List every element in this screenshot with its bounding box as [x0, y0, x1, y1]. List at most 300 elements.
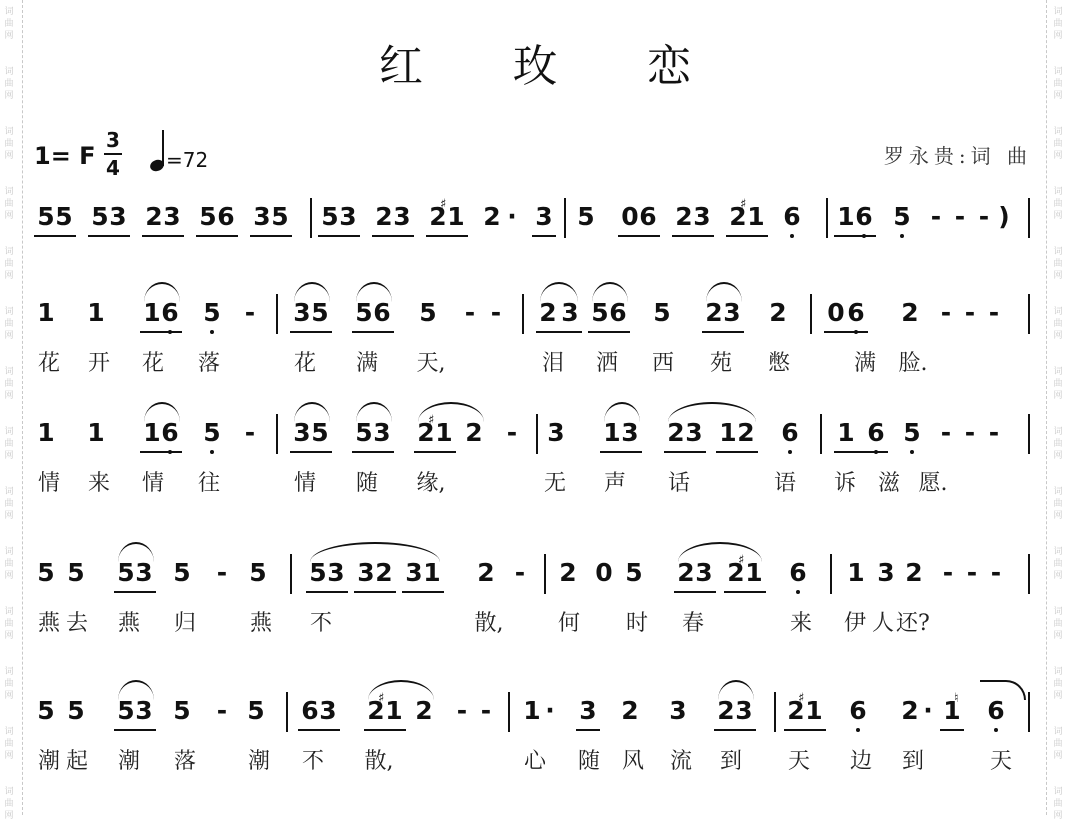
note-sharp: ♯ 2 — [724, 558, 748, 588]
slur — [718, 680, 754, 700]
dash: - — [506, 418, 518, 447]
note-low: 6 — [852, 202, 876, 232]
lyric: 脸. — [898, 351, 928, 376]
lyric: 随 — [355, 471, 378, 496]
beam — [834, 451, 888, 453]
beam — [672, 235, 714, 237]
watermark-text: 词曲网 — [4, 247, 14, 281]
beam — [824, 331, 868, 333]
note: 2 — [145, 202, 163, 231]
note: 3 — [293, 298, 311, 327]
beam — [34, 235, 76, 237]
time-signature-top: 3 — [106, 128, 120, 152]
note: 6 — [301, 696, 319, 725]
note: 6 — [217, 202, 235, 231]
note: 5 — [653, 298, 671, 327]
note: 3 — [579, 696, 597, 725]
lyrics-line — [34, 744, 1034, 774]
beam — [426, 235, 468, 237]
beam — [940, 729, 964, 731]
barline — [286, 692, 288, 732]
watermark-text: 词曲网 — [4, 427, 14, 461]
note-sharp: ♯ 2 — [726, 202, 750, 232]
slur — [540, 282, 578, 302]
watermark-text: 词曲网 — [1053, 307, 1063, 341]
note: 5 — [67, 696, 85, 725]
note: 5 — [419, 298, 437, 327]
lyric: 西 — [651, 351, 674, 376]
note: 3 — [547, 418, 565, 447]
barline — [310, 198, 312, 238]
watermark-text: 词曲网 — [1053, 727, 1063, 761]
watermark-text: 词曲网 — [4, 7, 14, 41]
beam — [414, 451, 456, 453]
note: 1 — [837, 202, 855, 231]
tie — [980, 680, 1026, 700]
lyric: 到 — [901, 749, 924, 774]
time-signature-bottom: 4 — [106, 156, 120, 180]
slur — [678, 542, 762, 562]
note: 0 — [827, 298, 845, 327]
watermark-text: 词曲网 — [4, 607, 14, 641]
key-signature: 1= F — [34, 142, 96, 170]
melody-line — [34, 414, 1034, 454]
watermark-text: 词曲网 — [4, 727, 14, 761]
note: 5 — [309, 558, 327, 587]
dash: - — [244, 418, 256, 447]
lyric: 语 — [773, 471, 796, 496]
barline — [276, 294, 278, 334]
note-low: 6 — [984, 696, 1008, 726]
lyric: 起 — [65, 749, 88, 774]
beam — [352, 451, 394, 453]
note-low: 6 — [846, 696, 870, 726]
watermark-text: 词曲网 — [1053, 247, 1063, 281]
note: 5 — [117, 696, 135, 725]
note: 3 — [693, 202, 711, 231]
beam — [702, 331, 744, 333]
lyric: 春 — [681, 611, 704, 636]
close-paren: ) — [998, 202, 1010, 231]
dash: - — [456, 696, 468, 725]
note: 1 — [523, 696, 541, 725]
beam — [532, 235, 556, 237]
dash: - — [216, 696, 228, 725]
note: 5 — [591, 298, 609, 327]
barline — [544, 554, 546, 594]
lyric: 时 — [625, 611, 648, 636]
note: 1 — [745, 558, 763, 587]
note: 6 — [639, 202, 657, 231]
slur — [144, 402, 180, 422]
watermark-text: 词曲网 — [4, 187, 14, 221]
barline — [536, 414, 538, 454]
note: 2 — [901, 696, 919, 725]
lyric: 愿. — [918, 471, 948, 496]
beam — [318, 235, 360, 237]
barline — [508, 692, 510, 732]
dot: · — [545, 696, 555, 725]
barline — [290, 554, 292, 594]
lyric: 还? — [896, 611, 930, 636]
barline — [522, 294, 524, 334]
lyric: 天 — [787, 749, 810, 774]
note: 1 — [37, 298, 55, 327]
note: 5 — [311, 298, 329, 327]
lyric: 憋 — [767, 351, 790, 376]
dash: - — [514, 558, 526, 587]
note: 1 — [385, 696, 403, 725]
note: 5 — [321, 202, 339, 231]
note: 2 — [905, 558, 923, 587]
dash: - — [480, 696, 492, 725]
slur — [706, 282, 742, 302]
note: 3 — [293, 418, 311, 447]
note: 5 — [577, 202, 595, 231]
watermark-text: 词曲网 — [4, 67, 14, 101]
note: 3 — [669, 696, 687, 725]
dash: - — [244, 298, 256, 327]
note: 1 — [143, 418, 161, 447]
dash: - — [940, 418, 952, 447]
lyric: 不 — [309, 611, 332, 636]
watermark-text: 词曲网 — [1053, 187, 1063, 221]
melody-line — [34, 294, 1034, 334]
melody-line — [34, 198, 1034, 238]
slur — [668, 402, 756, 422]
note: 3 — [339, 202, 357, 231]
beam — [600, 451, 642, 453]
barline — [564, 198, 566, 238]
note: 3 — [723, 298, 741, 327]
note: 1 — [435, 418, 453, 447]
note: 0 — [595, 558, 613, 587]
beam — [142, 235, 184, 237]
dash: - — [216, 558, 228, 587]
watermark-text: 词曲网 — [1053, 607, 1063, 641]
note-low: 6 — [158, 298, 182, 328]
note: 5 — [355, 418, 373, 447]
beam — [536, 331, 582, 333]
lyric: 燕 — [37, 611, 60, 636]
note: 3 — [327, 558, 345, 587]
lyric: 散, — [474, 611, 504, 636]
barline — [1028, 554, 1030, 594]
note-low: 6 — [158, 418, 182, 448]
note-low: 6 — [778, 418, 802, 448]
note-low: 5 — [890, 202, 914, 232]
beam — [88, 235, 130, 237]
beam — [714, 729, 756, 731]
note: 2 — [559, 558, 577, 587]
watermark-text: 词曲网 — [1053, 127, 1063, 161]
note: 2 — [717, 696, 735, 725]
lyrics-line — [34, 606, 1034, 636]
watermark-text: 词曲网 — [4, 307, 14, 341]
slur — [356, 282, 392, 302]
slur — [310, 542, 440, 562]
note: 2 — [675, 202, 693, 231]
lyric: 泪 — [541, 351, 564, 376]
lyric: 去 — [65, 611, 88, 636]
watermark-text: 词曲网 — [4, 787, 14, 821]
watermark-text: 词曲网 — [1053, 7, 1063, 41]
note: 5 — [37, 202, 55, 231]
dash: - — [988, 418, 1000, 447]
note: 5 — [625, 558, 643, 587]
note-sharp: ♯ 2 — [414, 418, 438, 448]
note: 2 — [667, 418, 685, 447]
lyric: 天 — [989, 749, 1012, 774]
lyric: 落 — [173, 749, 196, 774]
note-low: 5 — [900, 418, 924, 448]
note-low: 5 — [200, 418, 224, 448]
note: 3 — [135, 696, 153, 725]
beam — [674, 591, 716, 593]
lyric: 人 — [871, 611, 894, 636]
beam — [290, 331, 332, 333]
note: 3 — [135, 558, 153, 587]
note: 5 — [91, 202, 109, 231]
watermark-text: 词曲网 — [1053, 487, 1063, 521]
barline — [810, 294, 812, 334]
beam — [114, 591, 156, 593]
note: 1 — [37, 418, 55, 447]
tempo-value: =72 — [166, 148, 209, 172]
lyric: 流 — [669, 749, 692, 774]
slur — [118, 542, 154, 562]
lyric: 情 — [37, 471, 60, 496]
note: 2 — [621, 696, 639, 725]
slur — [368, 680, 434, 700]
watermark-text: 词曲网 — [1053, 787, 1063, 821]
lyric: 何 — [557, 611, 580, 636]
lyric: 来 — [789, 611, 812, 636]
barline — [1028, 294, 1030, 334]
dash: - — [942, 558, 954, 587]
note-natural: ♮ 1 — [940, 696, 964, 726]
note: 1 — [143, 298, 161, 327]
note: 1 — [805, 696, 823, 725]
lyric: 边 — [849, 749, 872, 774]
note-low: 6 — [844, 298, 868, 328]
note-low: 6 — [864, 418, 888, 448]
note: 1 — [719, 418, 737, 447]
barline — [1028, 414, 1030, 454]
lyric: 洒 — [595, 351, 618, 376]
barline — [1028, 692, 1030, 732]
beam — [306, 591, 348, 593]
note: 2 — [769, 298, 787, 327]
lyric: 心 — [523, 749, 546, 774]
dash: - — [988, 298, 1000, 327]
dash: - — [978, 202, 990, 231]
beam — [402, 591, 444, 593]
note-sharp: ♯ 2 — [784, 696, 808, 726]
lyric: 满 — [853, 351, 876, 376]
note: 1 — [847, 558, 865, 587]
dot: · — [923, 696, 933, 725]
barline — [820, 414, 822, 454]
lyric: 苑 — [709, 351, 732, 376]
lyrics-line — [34, 466, 1034, 496]
note: 5 — [271, 202, 289, 231]
dash: - — [490, 298, 502, 327]
beam — [114, 729, 156, 731]
barline — [774, 692, 776, 732]
note: 3 — [877, 558, 895, 587]
lyric: 无 — [543, 471, 566, 496]
lyric: 到 — [719, 749, 742, 774]
note: 5 — [199, 202, 217, 231]
beam — [140, 331, 182, 333]
watermark-text: 词曲网 — [1053, 427, 1063, 461]
lyric: 燕 — [249, 611, 272, 636]
beam — [290, 451, 332, 453]
note: 5 — [117, 558, 135, 587]
beam — [364, 729, 406, 731]
note: 5 — [247, 696, 265, 725]
watermark-text: 词曲网 — [4, 367, 14, 401]
beam — [618, 235, 660, 237]
beam — [724, 591, 766, 593]
beam — [576, 729, 600, 731]
note: 1 — [87, 418, 105, 447]
note: 6 — [373, 298, 391, 327]
slur — [118, 680, 154, 700]
watermark-text: 词曲网 — [4, 127, 14, 161]
note: 2 — [539, 298, 557, 327]
note: 3 — [735, 696, 753, 725]
note: 1 — [423, 558, 441, 587]
note: 6 — [609, 298, 627, 327]
barline — [826, 198, 828, 238]
note: 3 — [357, 558, 375, 587]
note: 0 — [621, 202, 639, 231]
lyric: 天, — [416, 351, 446, 376]
beam — [140, 451, 182, 453]
note: 3 — [621, 418, 639, 447]
slur — [294, 282, 330, 302]
note: 5 — [37, 558, 55, 587]
note: 3 — [109, 202, 127, 231]
note: 5 — [67, 558, 85, 587]
lyric: 落 — [197, 351, 220, 376]
lyric: 伊 — [843, 611, 866, 636]
watermark-text: 词曲网 — [1053, 367, 1063, 401]
watermark-text: 词曲网 — [1053, 547, 1063, 581]
note: 2 — [677, 558, 695, 587]
watermark-text: 词曲网 — [4, 487, 14, 521]
note: 1 — [603, 418, 621, 447]
dash: - — [954, 202, 966, 231]
beam — [716, 451, 758, 453]
watermark-text: 词曲网 — [1053, 67, 1063, 101]
beam — [354, 591, 396, 593]
beam — [196, 235, 238, 237]
lyrics-line — [34, 346, 1034, 376]
note: 5 — [37, 696, 55, 725]
lyric: 花 — [141, 351, 164, 376]
slur — [294, 402, 330, 422]
note: 2 — [737, 418, 755, 447]
watermark-text: 词曲网 — [4, 547, 14, 581]
slur — [144, 282, 180, 302]
left-margin-rule — [22, 0, 24, 815]
lyric: 潮 — [247, 749, 270, 774]
right-margin-rule — [1046, 0, 1048, 815]
lyric: 话 — [667, 471, 690, 496]
lyric: 开 — [87, 351, 110, 376]
lyric: 满 — [355, 351, 378, 376]
beam — [352, 331, 394, 333]
lyric: 归 — [173, 611, 196, 636]
dash: - — [964, 418, 976, 447]
lyric: 缘, — [416, 471, 446, 496]
note: 1 — [447, 202, 465, 231]
dash: - — [964, 298, 976, 327]
note-low: 5 — [200, 298, 224, 328]
lyric: 滋 — [877, 471, 900, 496]
note: 2 — [415, 696, 433, 725]
slur — [356, 402, 392, 422]
note: 5 — [249, 558, 267, 587]
note: 5 — [311, 418, 329, 447]
slur — [418, 402, 484, 422]
lyric: 声 — [603, 471, 626, 496]
note: 5 — [355, 298, 373, 327]
barline — [830, 554, 832, 594]
note: 5 — [173, 696, 191, 725]
lyric: 燕 — [117, 611, 140, 636]
barline-final — [1028, 198, 1030, 238]
note: 3 — [253, 202, 271, 231]
beam — [250, 235, 292, 237]
lyric: 花 — [293, 351, 316, 376]
note: 3 — [535, 202, 553, 231]
beam — [834, 235, 876, 237]
beam — [588, 331, 630, 333]
note: 2 — [901, 298, 919, 327]
dash: - — [930, 202, 942, 231]
song-title: 红 玫 恋 — [379, 41, 729, 92]
lyric: 来 — [87, 471, 110, 496]
note: 1 — [87, 298, 105, 327]
watermark-text: 词曲网 — [1053, 667, 1063, 701]
lyric: 随 — [577, 749, 600, 774]
composer-credit: 罗永贵:词 曲 — [883, 144, 1032, 168]
beam — [726, 235, 768, 237]
slur — [592, 282, 628, 302]
lyric: 潮 — [117, 749, 140, 774]
note-sharp: ♯ 2 — [364, 696, 388, 726]
note: 2 — [375, 202, 393, 231]
note: 5 — [173, 558, 191, 587]
note: 3 — [319, 696, 337, 725]
beam — [664, 451, 706, 453]
note: 3 — [393, 202, 411, 231]
note: 3 — [163, 202, 181, 231]
note: 3 — [685, 418, 703, 447]
note: 3 — [405, 558, 423, 587]
note: 2 — [375, 558, 393, 587]
lyric: 风 — [621, 749, 644, 774]
note-low: 6 — [780, 202, 804, 232]
lyric: 花 — [37, 351, 60, 376]
note: 2 — [477, 558, 495, 587]
lyric: 不 — [301, 749, 324, 774]
barline — [276, 414, 278, 454]
